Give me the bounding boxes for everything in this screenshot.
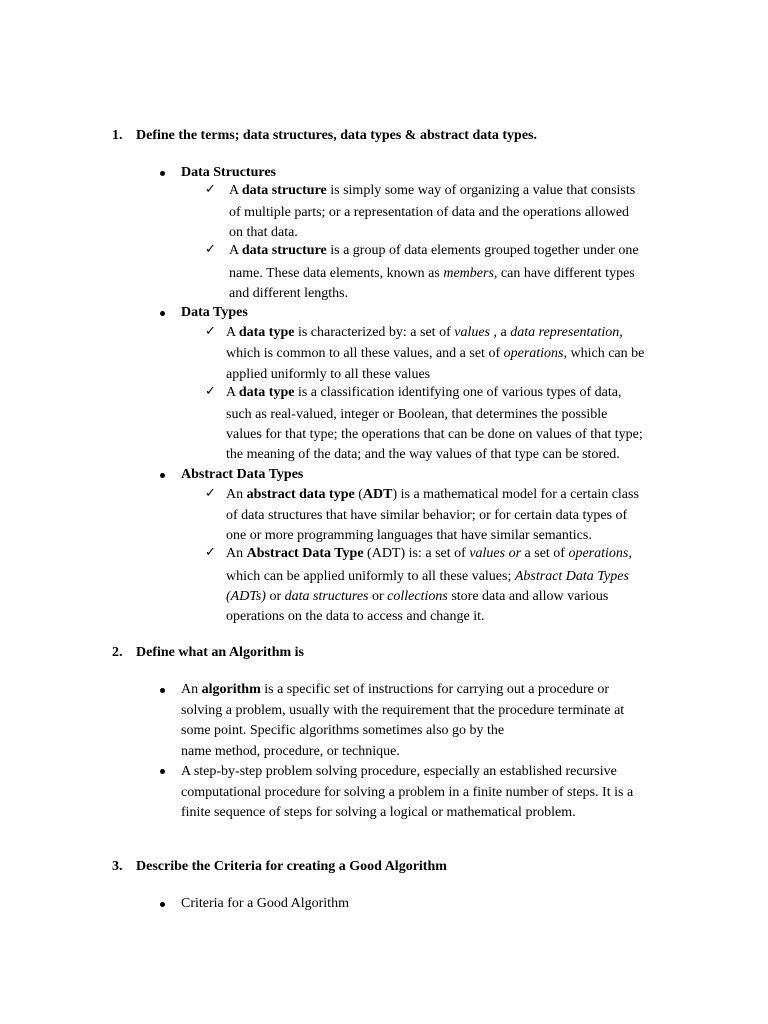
adt-def-1-line-3: one or more programming languages that have similar semantics. xyxy=(226,528,592,543)
q2-bullet-2-line-2: computational procedure for solving a problem in a finite number of steps. It is a xyxy=(181,785,634,800)
dt-def-2-line-2: such as real-valued, integer or Boolean, that determines the possible xyxy=(226,407,608,422)
check-icon: ✓ xyxy=(205,384,216,399)
question-3-number: 3. xyxy=(112,859,123,874)
check-icon: ✓ xyxy=(205,324,216,339)
ds-def-1-line-1: A data structure is simply some way of organizing a value that consists xyxy=(229,183,636,198)
adt-def-2-line-4: operations on the data to access and change it. xyxy=(226,609,485,624)
bullet-dot xyxy=(160,473,165,478)
question-1-title: Define the terms; data structures, data types & abstract data types. xyxy=(136,128,538,143)
q2-bullet-2-line-3: finite sequence of steps for solving a logical or mathematical problem. xyxy=(181,805,576,820)
heading-data-structures: Data Structures xyxy=(181,165,277,180)
ds-def-2-line-1: A data structure is a group of data elements grouped together under one xyxy=(229,243,639,258)
question-1-number: 1. xyxy=(112,128,123,143)
dt-def-1-line-2: which is common to all these values, and a set of operations, which can be xyxy=(226,346,645,361)
dt-def-1-line-3: applied uniformly to all these values xyxy=(226,367,431,382)
adt-def-1-line-1: An abstract data type (ADT) is a mathematical model for a certain class xyxy=(226,487,639,502)
check-icon: ✓ xyxy=(205,182,216,197)
q2-bullet-2-line-1: A step-by-step problem solving procedure, especially an established recursive xyxy=(181,764,617,779)
bullet-dot xyxy=(160,311,165,316)
ds-def-2-line-3: and different lengths. xyxy=(229,286,349,301)
adt-def-2-line-1: An Abstract Data Type (ADT) is: a set of values or a set of operations, xyxy=(226,546,632,561)
q2-bullet-1-line-3: some point. Specific algorithms sometimes also go by the xyxy=(181,723,505,738)
question-2-title: Define what an Algorithm is xyxy=(136,645,304,660)
adt-def-2-line-2: which can be applied uniformly to all these values; Abstract Data Types xyxy=(226,569,629,584)
dt-def-2-line-1: A data type is a classification identifying one of various types of data, xyxy=(226,385,622,400)
question-2-number: 2. xyxy=(112,645,123,660)
bullet-dot xyxy=(160,688,165,693)
adt-def-2-line-3: (ADTs) or data structures or collections store data and allow various xyxy=(226,589,609,604)
adt-def-1-line-2: of data structures that have similar behavior; or for certain data types of xyxy=(226,508,628,523)
check-icon: ✓ xyxy=(205,486,216,501)
ds-def-2-line-2: name. These data elements, known as members, can have different types xyxy=(229,266,635,281)
dt-def-2-line-4: the meaning of the data; and the way values of that type can be stored. xyxy=(226,447,620,462)
bullet-dot xyxy=(160,171,165,176)
q3-bullet-1: Criteria for a Good Algorithm xyxy=(181,896,349,911)
bullet-dot xyxy=(160,902,165,907)
ds-def-1-line-2: of multiple parts; or a representation of data and the operations allowed xyxy=(229,205,630,220)
heading-data-types: Data Types xyxy=(181,305,248,320)
q2-bullet-1-line-2: solving a problem, usually with the requirement that the procedure terminate at xyxy=(181,703,625,718)
check-icon: ✓ xyxy=(205,545,216,560)
ds-def-1-line-3: on that data. xyxy=(229,225,298,240)
dt-def-1-line-1: A data type is characterized by: a set of values , a data representation, xyxy=(226,325,623,340)
q2-bullet-1-line-4: name method, procedure, or technique. xyxy=(181,744,400,759)
question-3-title: Describe the Criteria for creating a Good Algorithm xyxy=(136,859,447,874)
dt-def-2-line-3: values for that type; the operations that can be done on values of that type; xyxy=(226,427,643,442)
bullet-dot xyxy=(160,769,165,774)
heading-abstract-data-types: Abstract Data Types xyxy=(181,467,304,482)
check-icon: ✓ xyxy=(205,242,216,257)
q2-bullet-1-line-1: An algorithm is a specific set of instructions for carrying out a procedure or xyxy=(181,682,610,697)
